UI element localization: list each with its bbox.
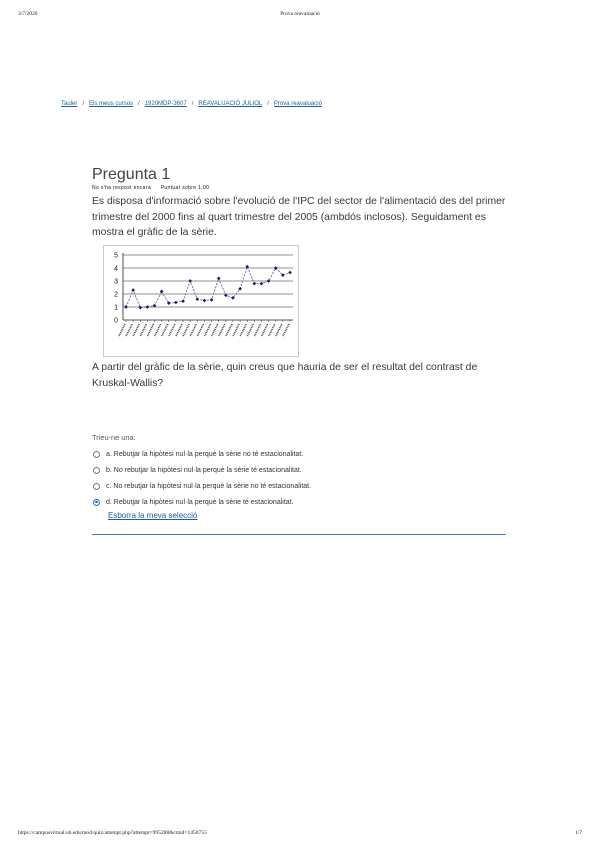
chart-frame: [104, 246, 299, 357]
question-score: Puntuat sobre 1,00: [160, 185, 210, 191]
answer-option-c[interactable]: [93, 478, 311, 494]
answer-label-a: a. Rebutjar la hipòtesi nul·la perquè la sèrie no té estacionalitat.: [106, 450, 304, 458]
print-footer: [18, 830, 582, 836]
question-text: Es disposa d'informació sobre l'evolució de l'IPC del sector de l'alimentació des del primer trimestre del 2000 fins al quart trimestre del 2005 (ambdós inclosos). Seguidament es mostra el gràfic de la sèrie.: [92, 196, 506, 238]
chart-y-tick-label: 0: [114, 317, 118, 325]
radio-option-a[interactable]: [93, 451, 100, 458]
breadcrumb-link-section[interactable]: REAVALUACIÓ JULIOL: [198, 101, 263, 107]
chart-y-tick-label: 2: [114, 291, 118, 299]
question-divider: [92, 534, 506, 535]
ipc-line-chart: [103, 245, 299, 357]
chart-y-tick-label: 3: [114, 278, 118, 286]
answer-option-d[interactable]: [93, 494, 311, 510]
answer-prompt: Trieu-ne una:: [92, 433, 136, 442]
answer-option-a[interactable]: [93, 446, 311, 462]
print-date: 3/7/2020: [18, 11, 38, 17]
radio-option-c[interactable]: [93, 483, 100, 490]
answer-label-b: b. No rebutjar la hipòtesi nul·la perquè la sèrie té estacionalitat.: [106, 466, 302, 474]
question-prompt: A partir del gràfic de la sèrie, quin creus que hauria de ser el resultat del contrast de Kruskal-Wallis?: [92, 362, 478, 389]
chart-y-tick-label: 1: [114, 304, 118, 312]
breadcrumb-link-my-courses[interactable]: Els meus cursos: [89, 101, 134, 107]
breadcrumb-separator: /: [138, 101, 140, 107]
question-status: No s'ha respost encara: [92, 185, 151, 191]
question-meta: [92, 185, 209, 191]
print-title: Prova reavaluació: [280, 11, 320, 17]
answer-label-d: d. Rebutjar la hipòtesi nul·la perquè la sèrie té estacionalitat.: [106, 498, 294, 506]
breadcrumb: [61, 101, 322, 107]
print-page-number: 1/7: [574, 830, 582, 836]
breadcrumb-link-course[interactable]: 1920MDP-3607: [144, 101, 187, 107]
clear-selection-link[interactable]: Esborra la meva selecció: [108, 511, 198, 520]
print-url: https://campusvirtual.ub.edu/mod/quiz/attempt.php?attempt=995288&cmid=1450755: [18, 830, 207, 836]
question-title: Pregunta 1: [92, 166, 171, 183]
chart-y-tick-label: 4: [114, 265, 118, 273]
breadcrumb-separator: /: [267, 101, 269, 107]
breadcrumb-link-quiz[interactable]: Prova reavaluació: [273, 101, 322, 107]
radio-option-d[interactable]: [93, 499, 100, 506]
chart-y-tick-label: 5: [114, 252, 118, 260]
breadcrumb-separator: /: [191, 101, 194, 107]
answer-options: [93, 446, 311, 510]
answer-option-b[interactable]: [93, 462, 311, 478]
breadcrumb-link-dashboard[interactable]: Tauler: [61, 101, 78, 107]
radio-option-b[interactable]: [93, 467, 100, 474]
answer-label-c: c. No rebutjar la hipòtesi nul·la perquè la sèrie no té estacionalitat.: [106, 482, 312, 490]
print-header: [18, 11, 582, 17]
breadcrumb-separator: /: [82, 101, 85, 107]
